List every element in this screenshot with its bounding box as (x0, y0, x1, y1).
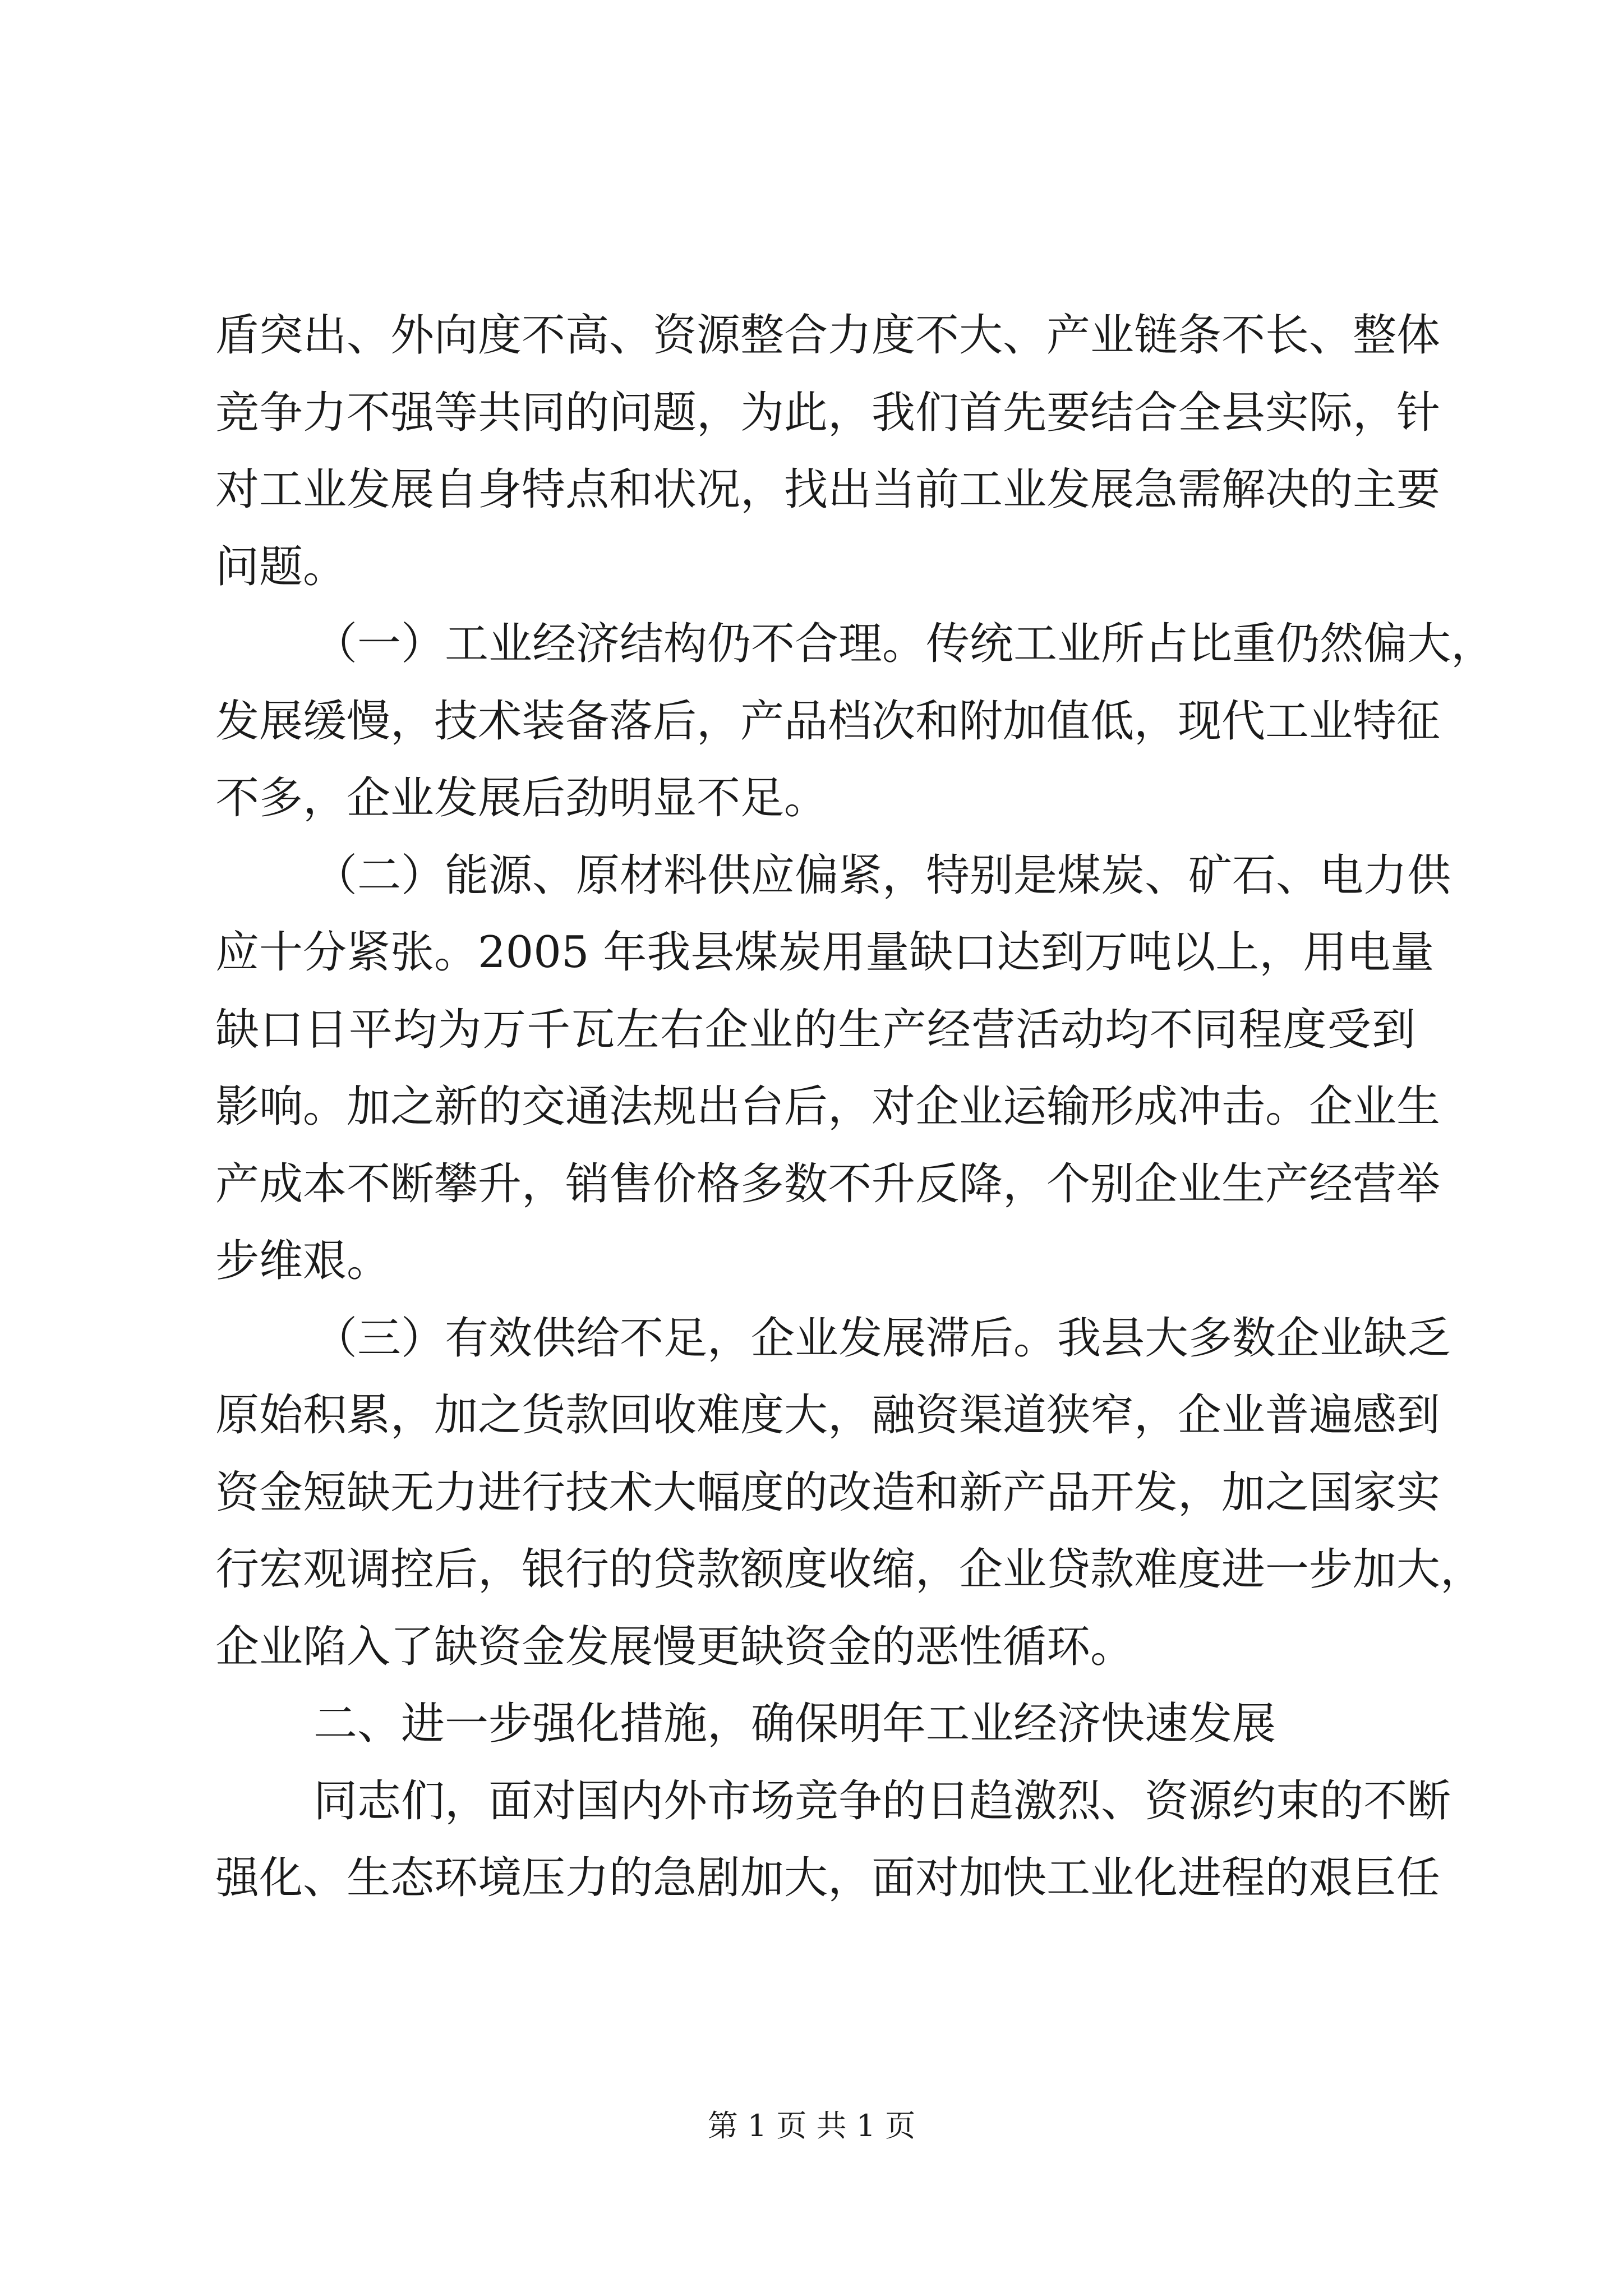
text-line: 同志们，面对国内外市场竞争的日趋激烈、资源约束的不断 (313, 1775, 1451, 1826)
page-number-footer: 第 1 页 共 1 页 (707, 2108, 916, 2143)
text-line: 盾突出、外向度不高、资源整合力度不大、产业链条不长、整体 (215, 310, 1441, 361)
text-line: 原始积累，加之货款回收难度大，融资渠道狭窄，企业普遍感到 (215, 1390, 1441, 1441)
text-line: 对工业发展自身特点和状况，找出当前工业发展急需解决的主要 (215, 464, 1441, 515)
text-line: 资金短缺无力进行技术大幅度的改造和新产品开发，加之国家实 (215, 1467, 1441, 1518)
text-line: 不多，企业发展后劲明显不足。 (215, 773, 828, 823)
text-line: 缺口日平均为万千瓦左右企业的生产经营活动均不同程度受到 (215, 1004, 1415, 1055)
text-line: 强化、生态环境压力的急剧加大，面对加快工业化进程的艰巨任 (215, 1853, 1441, 1903)
document-body (215, 297, 1495, 1917)
text-line: （一）工业经济结构仍不合理。传统工业所占比重仍然偏大， (313, 619, 1495, 669)
text-line: 应十分紧张。2005 年我县煤炭用量缺口达到万吨以上，用电量 (215, 927, 1435, 978)
text-line: 产成本不断攀升，销售价格多数不升反降，个别企业生产经营举 (215, 1158, 1441, 1209)
text-line: 行宏观调控后，银行的贷款额度收缩，企业贷款难度进一步加大， (215, 1544, 1484, 1595)
text-line: 发展缓慢，技术装备落后，产品档次和附加值低，现代工业特征 (215, 696, 1441, 747)
text-line: 步维艰。 (215, 1236, 391, 1286)
text-line: 问题。 (215, 541, 347, 592)
text-line: （三）有效供给不足，企业发展滞后。我县大多数企业缺乏 (313, 1313, 1451, 1364)
text-line: 竞争力不强等共同的问题，为此，我们首先要结合全县实际，针 (215, 387, 1441, 438)
text-line: 影响。加之新的交通法规出台后，对企业运输形成冲击。企业生 (215, 1082, 1441, 1132)
text-line: 企业陷入了缺资金发展慢更缺资金的恶性循环。 (215, 1621, 1135, 1672)
text-line: （二）能源、原材料供应偏紧，特别是煤炭、矿石、电力供 (313, 850, 1451, 901)
section-heading: 二、进一步强化措施，确保明年工业经济快速发展 (313, 1699, 1276, 1749)
